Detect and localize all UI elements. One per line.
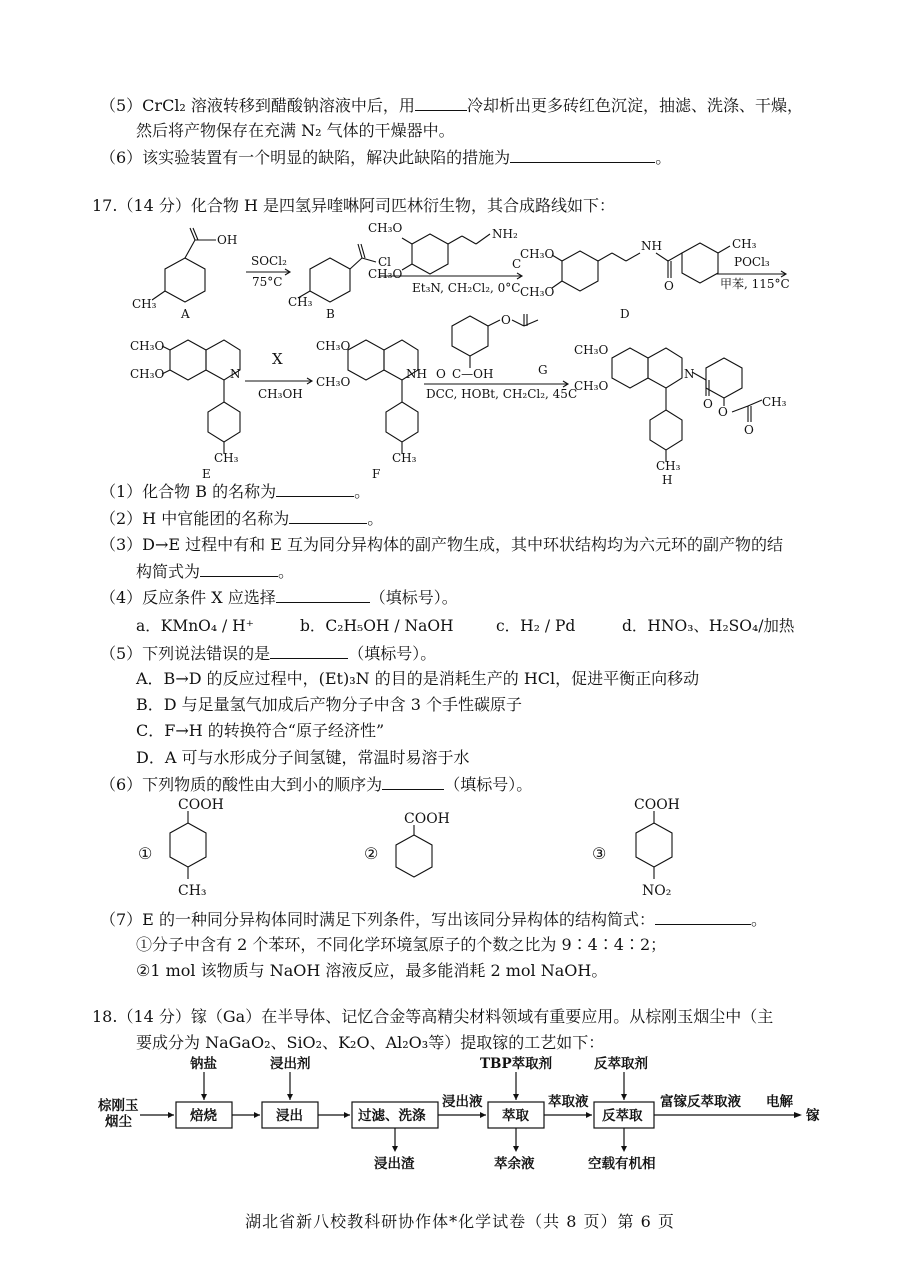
label-ch3o-h1: CH₃O [574,343,609,357]
ring-E1 [170,340,206,380]
q17-s6-end: （填标号）。 [444,775,533,794]
label-ch3o-f1: CH₃O [316,339,351,353]
flow-ga-rich: 富镓反萃取液 [660,1094,741,1110]
q17-sub7 [100,908,767,931]
q16-p5-text2: 冷却析出更多砖红色沉淀，抽滤、洗涤、干燥， [466,96,803,115]
label-ch3-d: CH₃ [732,237,757,251]
label-n-h: N [684,367,695,381]
answer-blank[interactable] [276,480,354,497]
label-o-h3: O [744,423,754,437]
q17-s1-end: 。 [354,482,371,501]
cond-ch3oh: CH₃OH [258,387,303,401]
label-ch3o-f2: CH₃O [316,375,351,389]
label-no2: NO₂ [642,883,672,899]
q17-s4-text: （4）反应条件 X 应选择 [100,588,276,607]
acid-structures [0,795,920,905]
ring-m1 [170,823,206,867]
flow-gallium: 镓 [806,1108,820,1124]
label-cl: Cl [378,255,392,269]
q17-s5-text: （5）下列说法错误的是 [100,644,271,663]
flow-input-stripper: 反萃取剂 [594,1056,648,1072]
ring-D2 [682,243,718,283]
q17-s1-text: （1）化合物 B 的名称为 [100,482,277,501]
flow-input-salt: 钠盐 [190,1056,217,1072]
label-nh-f: NH [406,367,427,381]
label-ch3o-c2: CH₃O [368,267,403,281]
marker-3: ③ [592,844,607,863]
q17-sub3-line2 [136,560,294,583]
flow-box-strip: 反萃取 [602,1108,643,1124]
q17-s5-choice-C: C．F→H 的转换符合“原子经济性” [136,721,385,740]
option-a: a．KMnO₄ / H⁺ [136,617,254,635]
synthesis-scheme [0,216,920,486]
cond-toluene: 甲苯, 115°C [720,277,790,291]
ring-F3 [386,402,418,442]
q17-sub6 [100,773,532,796]
flow-box-filter: 过滤、洗涤 [358,1108,426,1124]
q17-condition-2: ②1 mol 该物质与 NaOH 溶液反应，最多能消耗 2 mol NaOH。 [136,961,608,980]
flow-start-line1: 棕刚玉 [98,1098,139,1114]
q17-sub3-line1: （3）D→E 过程中有和 E 互为同分异构体的副产物生成，其中环状结构均为六元环的副产物的结 [100,535,784,554]
label-A: A [181,307,190,321]
flow-extract: 萃取液 [548,1094,589,1110]
q17-s5-choice-A: A．B→D 的反应过程中，(Et)₃N 的目的是消耗生产的 HCl，促进平衡正向移动 [136,669,700,688]
label-oh: OH [217,233,238,247]
answer-blank[interactable] [276,586,370,603]
marker-1: ① [138,844,153,863]
q17-s5-choice-D: D．A 可与水形成分子间氢键，常温时易溶于水 [136,748,470,767]
ring-H2 [648,348,682,388]
answer-blank[interactable] [270,642,348,659]
q17-s5-choice-B: B．D 与足量氢气加成后产物分子中含 3 个手性碳原子 [136,695,523,714]
q17-sub4 [100,586,458,609]
q16-p6-end: 。 [655,148,672,167]
label-ch3-h: CH₃ [656,459,681,473]
q17-s6-text: （6）下列物质的酸性由大到小的顺序为 [100,775,383,794]
option-d: d．HNO₃、H₂SO₄/加热 [622,617,795,635]
q17-s2-end: 。 [367,509,384,528]
label-ch3-h2: CH₃ [762,395,787,409]
label-o-g: O [501,313,511,327]
ring-C [412,234,448,274]
label-ch3-m1: CH₃ [178,883,207,899]
marker-2: ② [364,844,379,863]
label-cooh-1: COOH [178,797,224,813]
label-D: D [620,307,630,321]
flow-electrolysis: 电解 [766,1094,793,1110]
q17-condition-1: ①分子中含有 2 个苯环，不同化学环境氢原子的个数之比为 9∶4∶4∶2； [136,935,667,954]
label-nh-d: NH [641,239,662,253]
label-cooh-3: COOH [634,797,680,813]
flow-box-roast: 焙烧 [190,1108,217,1124]
answer-blank[interactable] [289,507,367,524]
cond-pocl3: POCl₃ [734,255,770,269]
ring-H4 [706,358,742,398]
q17-s3-end: 。 [278,562,295,581]
label-ch3o-h2: CH₃O [574,379,609,393]
ring-E3 [208,402,240,442]
q17-s7-text: （7）E 的一种同分异构体同时满足下列条件，写出该同分异构体的结构简式： [100,910,655,929]
q17-s7-end: 。 [750,910,767,929]
label-E: E [202,467,211,481]
answer-blank[interactable] [382,773,444,790]
q16-part5-line2: 然后将产物保存在充满 N₂ 气体的干燥器中。 [136,121,455,140]
label-ch3-a: CH₃ [132,297,157,311]
flow-start-line2: 烟尘 [105,1114,132,1130]
flow-input-leachant: 浸出剂 [270,1056,311,1072]
answer-blank[interactable] [415,94,467,111]
flow-residue: 浸出渣 [374,1156,415,1172]
label-H: H [662,473,673,486]
label-cooh-g: C—OH [452,367,494,381]
page-footer: 湖北省新八校教科研协作体*化学试卷（共 8 页）第 6 页 [245,1212,675,1231]
label-ch3o-d1: CH₃O [520,247,555,261]
process-flowchart [0,1054,920,1174]
label-ch3-f: CH₃ [392,451,417,465]
label-n-e: N [230,367,241,381]
label-C: C [512,257,522,271]
q17-sub5 [100,642,436,665]
q16-p6-text: （6）该实验装置有一个明显的缺陷，解决此缺陷的措施为 [100,148,511,167]
cond-g: DCC, HOBt, CH₂Cl₂, 45C [426,387,578,401]
label-F: F [372,467,381,481]
cond-75c: 75°C [252,275,283,289]
answer-blank[interactable] [655,908,751,925]
label-ch3-e: CH₃ [214,451,239,465]
q16-part6 [100,146,671,169]
cond-socl2: SOCl₂ [251,254,287,268]
label-ch3o-c1: CH₃O [368,221,403,235]
flow-box-leach: 浸出 [276,1108,303,1124]
q17-heading: 17.（14 分）化合物 H 是四氢异喹啉阿司匹林衍生物，其合成路线如下： [92,196,616,215]
ring-m3 [636,823,672,867]
flow-input-tbp: TBP萃取剂 [480,1056,553,1072]
ring-F1 [348,340,384,380]
q17-s5-end: （填标号）。 [348,644,437,663]
label-ch3o-e2: CH₃O [130,367,165,381]
q17-s2-text: （2）H 中官能团的名称为 [100,509,290,528]
label-B: B [326,307,335,321]
cond-c: Et₃N, CH₂Cl₂, 0°C [412,281,521,295]
q16-p5-text: （5）CrCl₂ 溶液转移到醋酸钠溶液中后，用 [100,96,415,115]
ring-H1 [612,348,648,388]
flow-raffinate: 萃余液 [494,1156,535,1172]
label-o-h2: O [718,405,728,419]
label-o-h1: O [703,397,713,411]
q17-s4-end: （填标号）。 [369,588,458,607]
answer-blank[interactable] [200,560,278,577]
label-G: G [538,363,548,377]
option-c: c．H₂ / Pd [496,617,576,635]
ring-D1 [562,251,598,291]
answer-blank[interactable] [510,146,655,163]
label-nh2: NH₂ [492,227,518,241]
cond-X: X [272,350,283,368]
q17-sub1 [100,480,370,503]
label-o-d: O [664,279,674,293]
label-ch3-b: CH₃ [288,295,313,309]
label-ch3o-d2: CH₃O [520,285,555,299]
label-cooh-2: COOH [404,811,450,827]
ring-H3 [650,410,682,450]
flow-leachate: 浸出液 [442,1094,483,1110]
q17-sub2 [100,507,383,530]
flow-organic: 空载有机相 [588,1156,656,1172]
label-o-g2: O [436,367,446,381]
q16-part5-line1 [100,94,803,117]
ring-m2 [396,835,432,877]
q18-heading-line1: 18.（14 分）镓（Ga）在半导体、记忆合金等高精尖材料领域有重要应用。从棕刚玉烟尘中（主 [92,1007,774,1026]
q18-heading-line2: 要成分为 NaGaO₂、SiO₂、K₂O、Al₂O₃等）提取镓的工艺如下： [136,1033,605,1052]
option-b: b．C₂H₅OH / NaOH [300,617,454,635]
ring-G [452,316,488,356]
label-ch3o-e1: CH₃O [130,339,165,353]
ring-B [310,258,350,302]
ring-A [165,258,205,302]
q17-s3-text: 构简式为 [136,562,201,581]
flow-box-extract: 萃取 [502,1108,529,1124]
